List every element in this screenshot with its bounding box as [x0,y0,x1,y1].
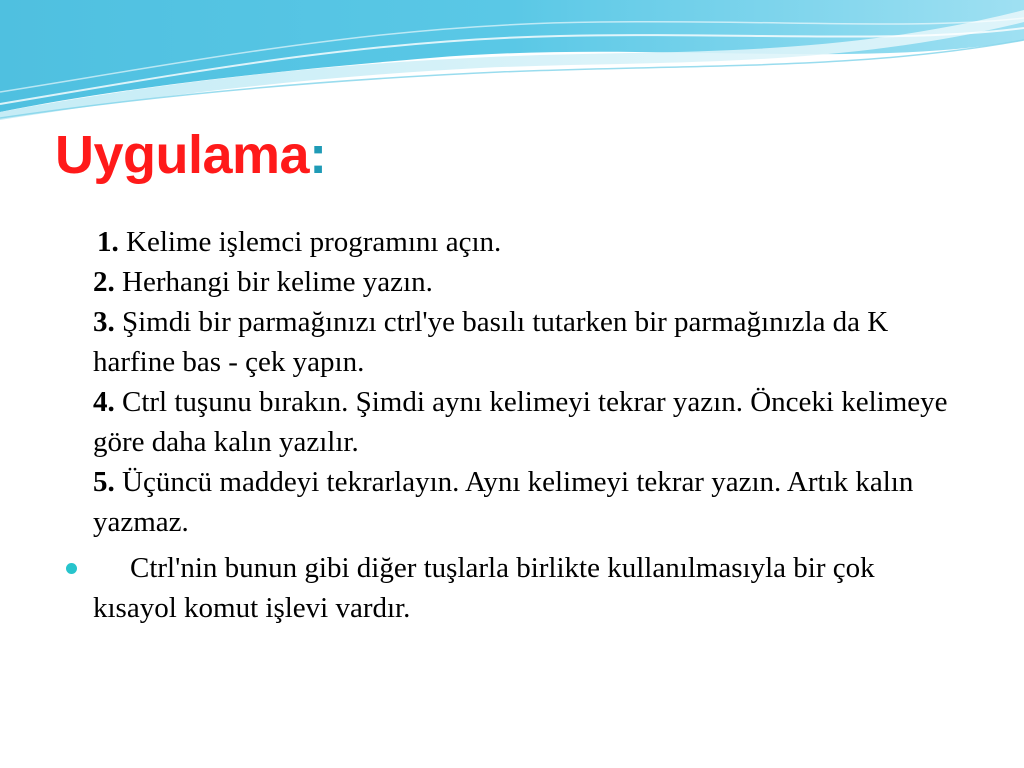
step-text: Herhangi bir kelime yazın. [114,266,433,298]
step-text: Üçüncü maddeyi tekrarlayın. Aynı kelimeyi tekrar yazın. Artık kalın yazmaz. [93,466,914,538]
step-number: 5. [93,466,115,498]
step-number: 2. [93,266,115,298]
slide-title-text: Uygulama [55,125,310,185]
step-item [93,462,973,542]
step-text: Kelime işlemci programını açın. [118,226,502,258]
bullet-dot-icon [66,563,77,574]
step-item [93,262,973,302]
step-number: 3. [93,306,115,338]
step-item [93,222,973,262]
steps-list [93,222,973,542]
bullet-text: Ctrl'nin bunun gibi diğer tuşlarla birlikte kullanılmasıyla bir çok kısayol komut işlevi vardır. [93,552,875,624]
step-item [93,382,973,462]
slide-title [55,125,327,185]
wave-header-decoration [0,0,1024,130]
slide-title-colon: : [309,125,327,185]
bullet-item [60,548,960,628]
step-text: Şimdi bir parmağınızı ctrl'ye basılı tutarken bir parmağınızla da K harfine bas - çek yapın. [93,306,889,378]
step-text: Ctrl tuşunu bırakın. Şimdi aynı kelimeyi tekrar yazın. Önceki kelimeye göre daha kalın yazılır. [93,386,948,458]
step-item [93,302,973,382]
step-number: 4. [93,386,115,418]
step-number: 1. [97,226,119,258]
